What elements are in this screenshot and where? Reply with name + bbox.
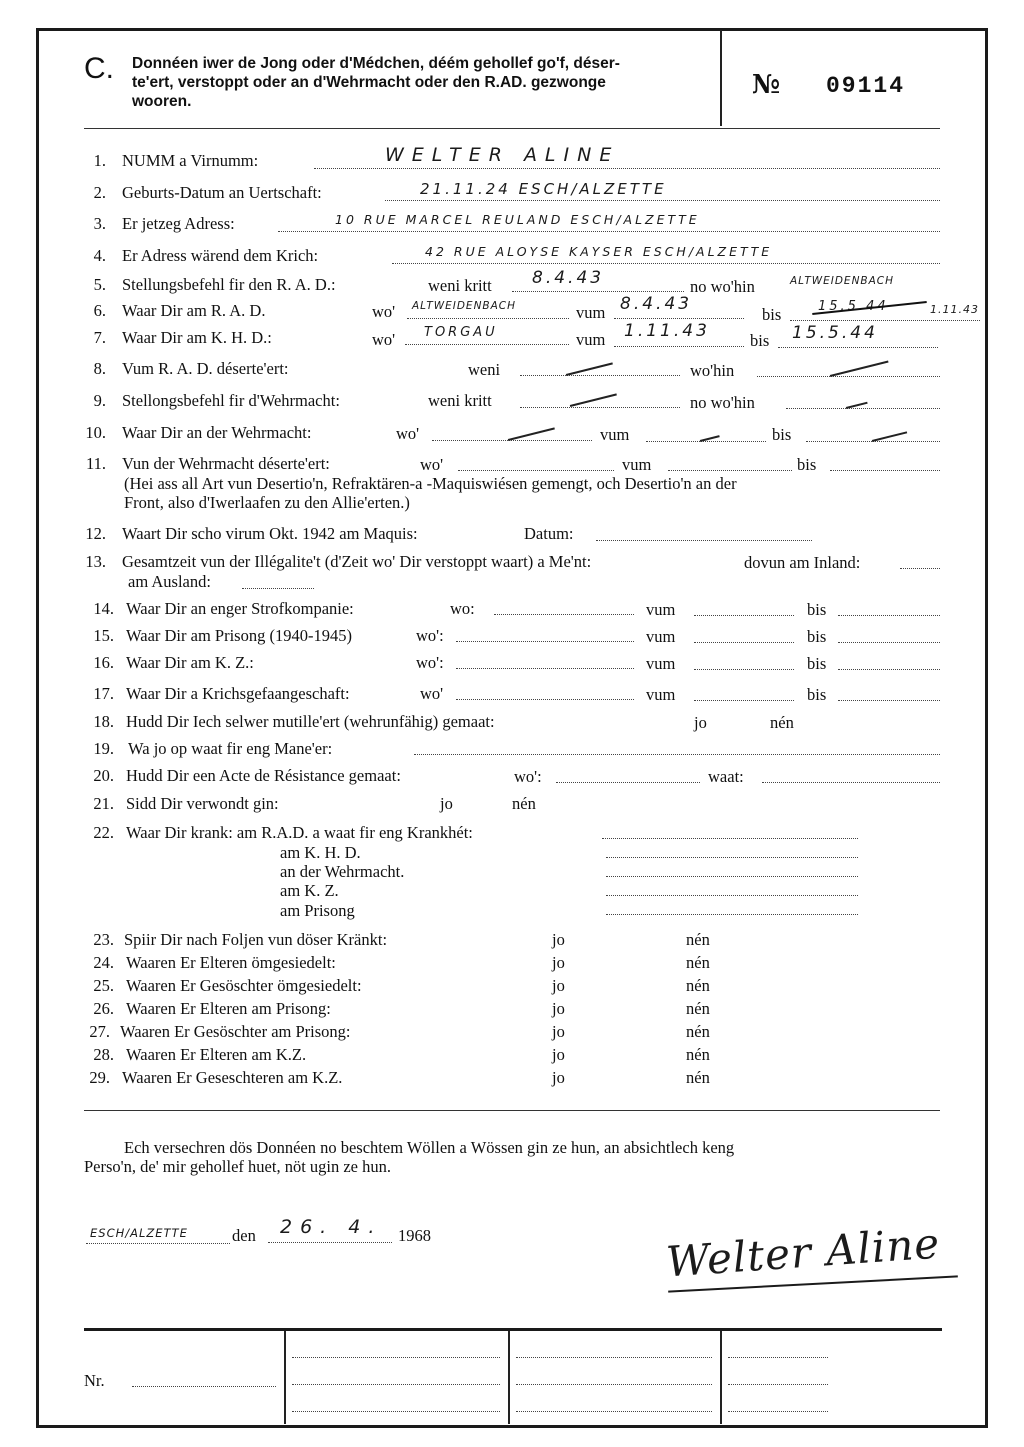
dotted-line	[694, 615, 794, 616]
dotted-line	[694, 669, 794, 670]
item-label: Vun der Wehrmacht déserte'ert:	[122, 454, 330, 473]
dotted-line	[456, 699, 634, 700]
dotted-line	[456, 668, 634, 669]
dotted-line	[516, 1411, 712, 1412]
khd-place: TORGAU	[424, 325, 498, 340]
item-label: Gesamtzeit vun der Illégalite't (d'Zeit wo' Dir verstoppt waart) a Me'nt:	[122, 552, 592, 571]
heading-line: Donnéen iwer de Jong oder d'Médchen, déém gehollef go'f, déser-	[132, 55, 620, 72]
dotted-line	[838, 615, 940, 616]
rad-destination: ALTWEIDENBACH	[790, 275, 895, 287]
item-label: Spiir Dir nach Foljen vun döser Kränkt:	[124, 930, 388, 949]
rad-from-date: 8.4.43	[620, 294, 693, 314]
item-label: Er jetzeg Adress:	[122, 214, 235, 233]
item-label: bis	[807, 600, 827, 619]
dotted-line	[405, 344, 569, 345]
dotted-line	[602, 838, 858, 839]
item-label: bis	[807, 685, 827, 704]
answer-nen: nén	[686, 1068, 710, 1087]
item-label: Stellongsbefehl fir d'Wehrmacht:	[122, 391, 340, 410]
rad-to-date: 1.11.43	[930, 303, 979, 316]
answer-jo: jo	[552, 1022, 565, 1041]
item-label: bis	[807, 654, 827, 673]
dotted-line	[516, 1357, 712, 1358]
dotted-line	[278, 231, 940, 232]
declaration-text: Ech versechren dös Donnéen no beschtem Wöllen a Wössen gin ze hun, an absichtlech keng	[124, 1138, 735, 1157]
form-heading	[132, 54, 712, 111]
dotted-line	[414, 754, 940, 755]
item-label: Waar Dir an der Wehrmacht:	[122, 423, 312, 442]
answer-nen: nén	[770, 713, 794, 732]
item-label: bis	[750, 331, 770, 350]
item-label: Sidd Dir verwondt gin:	[126, 794, 279, 813]
answer-jo: jo	[440, 794, 453, 813]
den-label: den	[232, 1226, 256, 1245]
dotted-line	[392, 263, 940, 264]
item-number: 9.	[93, 391, 106, 410]
khd-to-date: 15.5.44	[792, 323, 878, 343]
dotted-line	[516, 1384, 712, 1385]
footer-divider	[720, 1331, 722, 1424]
item-label: dovun am Inland:	[744, 553, 861, 572]
item-label: Hudd Dir Iech selwer mutille'ert (wehrunfähig) gemaat:	[126, 712, 495, 731]
item-number: 1.	[93, 151, 106, 170]
item-label: Waaren Er Gesöschter am Prisong:	[120, 1022, 351, 1041]
item-label: vum	[622, 455, 652, 474]
item-label: vum	[646, 685, 676, 704]
item-label: Waart Dir scho virum Okt. 1942 am Maquis:	[122, 524, 418, 543]
dotted-line	[790, 320, 980, 321]
dotted-line	[512, 291, 684, 292]
number-symbol: №	[752, 70, 781, 100]
item-number: 26.	[93, 999, 114, 1018]
footer-divider	[508, 1331, 510, 1424]
dotted-line	[606, 876, 858, 877]
item-label: wo'	[372, 330, 396, 349]
dotted-line	[86, 1243, 230, 1244]
item-number: 8.	[93, 359, 106, 378]
item-note: (Hei ass all Art vun Desertio'n, Refraktären-a -Maquiswiésen gemengt, och Desertio'n an der	[124, 474, 737, 493]
dotted-line	[242, 588, 314, 589]
item-label: Waar Dir an enger Strofkompanie:	[126, 599, 354, 618]
item-sublabel: am K. H. D.	[280, 843, 361, 862]
nr-label: Nr.	[84, 1371, 105, 1390]
rad-place: ALTWEIDENBACH	[412, 300, 517, 312]
item-number: 13.	[85, 552, 106, 571]
item-number: 23.	[93, 930, 114, 949]
item-label: wo'	[396, 424, 420, 443]
dotted-line	[838, 700, 940, 701]
item-label: wo'	[372, 302, 396, 321]
handwritten-signature: Welter Aline	[664, 1218, 942, 1287]
dotted-line	[728, 1411, 828, 1412]
item-label: no wo'hin	[690, 393, 755, 412]
declaration-text: Perso'n, de' mir gehollef huet, nöt ugin ze hun.	[84, 1157, 392, 1176]
item-label: bis	[807, 627, 827, 646]
item-label: Waaren Er Gesöschter ömgesiedelt:	[126, 976, 362, 995]
item-label: wo':	[514, 767, 542, 786]
item-number: 15.	[93, 626, 114, 645]
dotted-line	[646, 441, 766, 442]
item-label: vum	[576, 330, 606, 349]
dotted-line	[694, 642, 794, 643]
item-number: 20.	[93, 766, 114, 785]
dotted-line	[900, 568, 940, 569]
item-number: 14.	[93, 599, 114, 618]
dotted-line	[458, 470, 614, 471]
section-rule	[84, 1110, 940, 1111]
rad-order-date: 8.4.43	[532, 268, 605, 288]
answer-jo: jo	[552, 930, 565, 949]
item-number: 3.	[93, 214, 106, 233]
item-number: 10.	[85, 423, 106, 442]
answer-nen: nén	[686, 976, 710, 995]
item-number: 16.	[93, 653, 114, 672]
dotted-line	[385, 200, 940, 201]
item-label: Geburts-Datum an Uertschaft:	[122, 183, 322, 202]
dotted-line	[456, 641, 634, 642]
heading-line: wooren.	[132, 93, 192, 110]
item-number: 24.	[93, 953, 114, 972]
birth-value: 21.11.24 ESCH/ALZETTE	[420, 180, 667, 198]
footer-box	[84, 1328, 942, 1427]
item-label: Waar Dir krank: am R.A.D. a waat fir eng Krankhét:	[126, 823, 473, 842]
answer-jo: jo	[552, 1068, 565, 1087]
item-label: wo'hin	[690, 361, 735, 380]
dotted-line	[762, 782, 940, 783]
dotted-line	[694, 700, 794, 701]
item-label: Vum R. A. D. déserte'ert:	[122, 359, 289, 378]
dotted-line	[520, 407, 680, 408]
item-number: 5.	[93, 275, 106, 294]
dotted-line	[596, 540, 812, 541]
dotted-line	[830, 470, 940, 471]
name-value: WELTER ALINE	[385, 144, 620, 166]
answer-nen: nén	[512, 794, 536, 813]
address-value: 10 RUE MARCEL REULAND ESCH/ALZETTE	[335, 212, 700, 227]
dotted-line	[268, 1242, 392, 1243]
rad-to-date-struck: 15.5.44	[818, 299, 889, 314]
item-label: no wo'hin	[690, 277, 755, 296]
khd-from-date: 1.11.43	[624, 321, 710, 341]
heading-line: te'ert, verstoppt oder an d'Wehrmacht oder den R.AD. gezwonge	[132, 74, 606, 91]
item-number: 7.	[93, 328, 106, 347]
dotted-line	[606, 895, 858, 896]
item-label: weni kritt	[428, 276, 492, 295]
item-label: Waar Dir am Prisong (1940-1945)	[126, 626, 352, 645]
dotted-line	[432, 440, 592, 441]
item-label: Waaren Er Geseschteren am K.Z.	[122, 1068, 343, 1087]
item-label: wo:	[450, 599, 475, 618]
item-label: wo':	[416, 626, 444, 645]
item-label: Waar Dir am K. Z.:	[126, 653, 254, 672]
form-letter: C.	[84, 52, 114, 85]
answer-jo: jo	[552, 999, 565, 1018]
dotted-line	[292, 1384, 500, 1385]
item-number: 21.	[93, 794, 114, 813]
answer-nen: nén	[686, 1045, 710, 1064]
item-number: 22.	[93, 823, 114, 842]
item-sublabel: am Prisong	[280, 901, 355, 920]
answer-nen: nén	[686, 1022, 710, 1041]
item-number: 4.	[93, 246, 106, 265]
item-label: Waar Dir a Krichsgefaangeschaft:	[126, 684, 350, 703]
item-label: wo'	[420, 455, 444, 474]
item-label: waat:	[708, 767, 744, 786]
dotted-line	[314, 168, 940, 169]
item-number: 6.	[93, 301, 106, 320]
dotted-line	[778, 347, 938, 348]
dotted-line	[757, 376, 940, 377]
dotted-line	[520, 375, 680, 376]
dotted-line	[494, 614, 634, 615]
item-number: 25.	[93, 976, 114, 995]
dotted-line	[606, 914, 858, 915]
answer-jo: jo	[694, 713, 707, 732]
item-number: 17.	[93, 684, 114, 703]
item-label: wo':	[416, 653, 444, 672]
dotted-line	[606, 857, 858, 858]
item-label: vum	[646, 600, 676, 619]
dotted-line	[728, 1357, 828, 1358]
item-label: bis	[797, 455, 817, 474]
item-number: 27.	[89, 1022, 110, 1041]
item-label: Datum:	[524, 524, 574, 543]
answer-nen: nén	[686, 930, 710, 949]
answer-jo: jo	[552, 976, 565, 995]
item-label: am Ausland:	[128, 572, 211, 591]
item-label: wo'	[420, 684, 444, 703]
signature-date: 26. 4.	[280, 1216, 383, 1238]
item-number: 12.	[85, 524, 106, 543]
item-number: 28.	[93, 1045, 114, 1064]
item-label: bis	[762, 305, 782, 324]
form-number: 09114	[826, 73, 906, 99]
item-number: 19.	[93, 739, 114, 758]
item-number: 2.	[93, 183, 106, 202]
item-label: weni	[468, 360, 501, 379]
war-address-value: 42 RUE ALOYSE KAYSER ESCH/ALZETTE	[425, 244, 773, 259]
dotted-line	[132, 1386, 276, 1387]
dotted-line	[292, 1357, 500, 1358]
dotted-line	[838, 642, 940, 643]
item-label: weni kritt	[428, 391, 492, 410]
dotted-line	[614, 346, 744, 347]
item-label: vum	[646, 627, 676, 646]
item-label: Waaren Er Elteren am Prisong:	[126, 999, 331, 1018]
item-label: Waaren Er Elteren am K.Z.	[126, 1045, 307, 1064]
item-label: Waar Dir am R. A. D.	[122, 301, 266, 320]
dotted-line	[838, 669, 940, 670]
dotted-line	[614, 318, 744, 319]
item-label: Wa jo op waat fir eng Mane'er:	[128, 739, 333, 758]
item-sublabel: an der Wehrmacht.	[280, 862, 405, 881]
dotted-line	[407, 318, 569, 319]
signature-year: 1968	[398, 1226, 431, 1245]
signature-place: ESCH/ALZETTE	[90, 1226, 188, 1240]
item-label: Waaren Er Elteren ömgesiedelt:	[126, 953, 336, 972]
item-label: Hudd Dir een Acte de Résistance gemaat:	[126, 766, 401, 785]
dotted-line	[728, 1384, 828, 1385]
item-label: Er Adress wärend dem Krich:	[122, 246, 319, 265]
item-label: NUMM a Virnumm:	[122, 151, 259, 170]
item-label: vum	[600, 425, 630, 444]
item-label: vum	[576, 303, 606, 322]
dotted-line	[786, 408, 940, 409]
item-label: Stellungsbefehl fir den R. A. D.:	[122, 275, 336, 294]
dotted-line	[292, 1411, 500, 1412]
item-number: 11.	[85, 454, 106, 473]
item-note: Front, also d'Iwerlaafen zu den Allie'erten.)	[124, 493, 410, 512]
footer-divider	[284, 1331, 286, 1424]
item-sublabel: am K. Z.	[280, 881, 339, 900]
answer-nen: nén	[686, 999, 710, 1018]
item-label: vum	[646, 654, 676, 673]
header-divider	[720, 30, 722, 126]
item-label: Waar Dir am K. H. D.:	[122, 328, 272, 347]
item-number: 18.	[93, 712, 114, 731]
header-rule	[84, 128, 940, 129]
dotted-line	[668, 470, 792, 471]
item-number: 29.	[89, 1068, 110, 1087]
answer-jo: jo	[552, 953, 565, 972]
answer-jo: jo	[552, 1045, 565, 1064]
item-label: bis	[772, 425, 792, 444]
answer-nen: nén	[686, 953, 710, 972]
dotted-line	[556, 782, 700, 783]
